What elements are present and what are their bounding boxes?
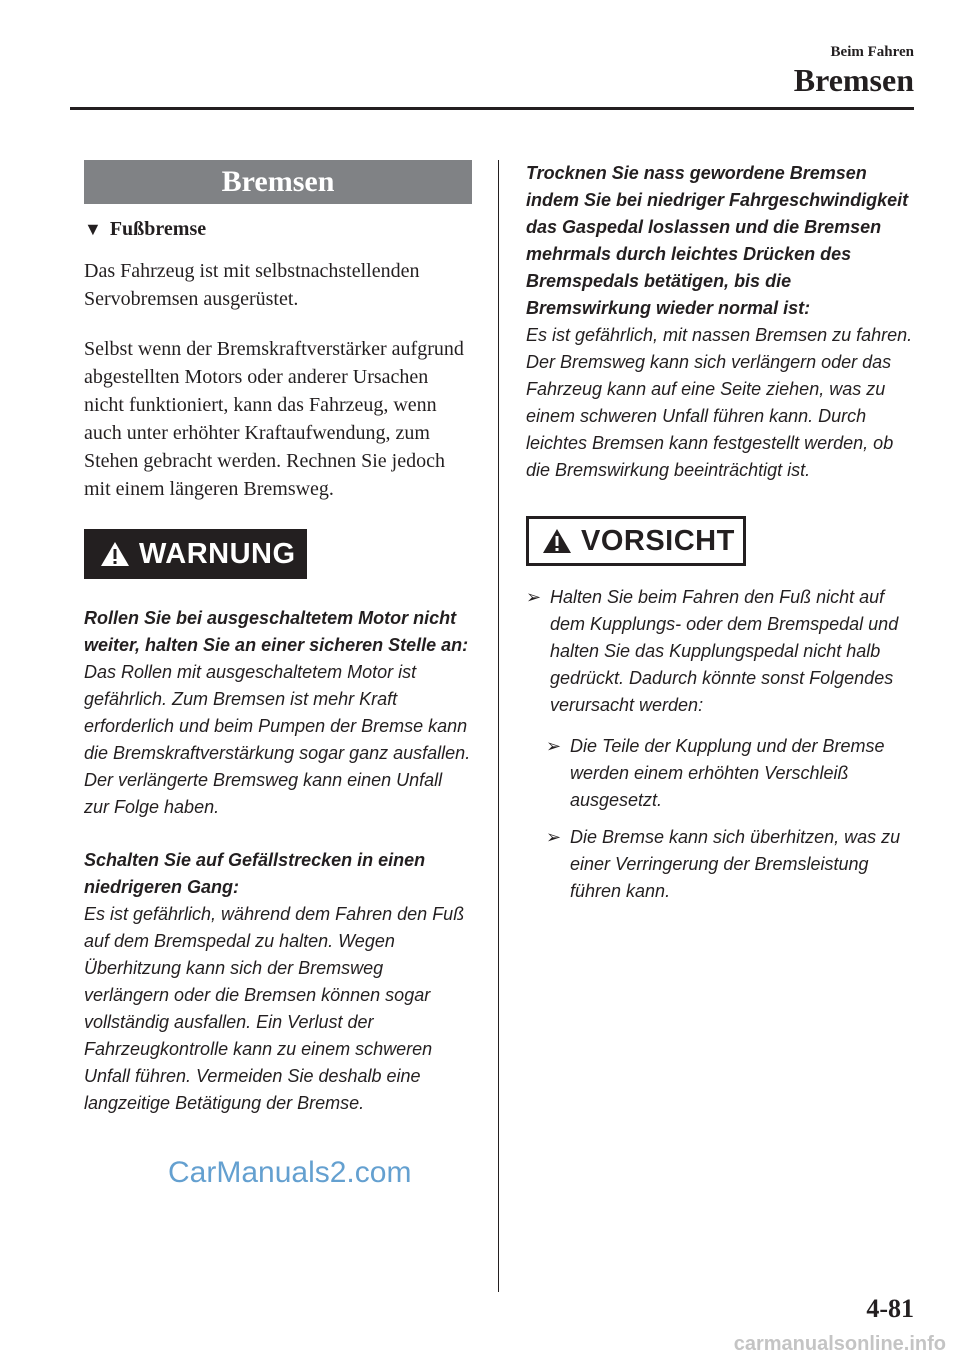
caution-label: VORSICHT bbox=[581, 524, 735, 557]
section-band-title: Bremsen bbox=[221, 165, 335, 198]
header-rule bbox=[70, 107, 914, 110]
caution-box bbox=[526, 516, 746, 566]
triangle-down-icon: ▼ bbox=[84, 219, 102, 239]
warning-triangle-icon bbox=[99, 540, 131, 568]
watermark: CarManuals2.com bbox=[168, 1156, 412, 1189]
caution-sub-bullet-text: Die Teile der Kupplung und der Bremse werden einem erhöhten Verschleiß ausgesetzt. bbox=[570, 736, 885, 810]
column-divider bbox=[498, 160, 499, 1292]
warning-box bbox=[84, 529, 307, 579]
warning-item-title: Rollen Sie bei ausgeschaltetem Motor nicht weiter, halten Sie an einer sicheren Stelle an: bbox=[84, 608, 469, 655]
section-band bbox=[84, 160, 472, 204]
subheading bbox=[84, 218, 472, 241]
warning-triangle-icon bbox=[541, 527, 573, 555]
paragraph: Das Fahrzeug ist mit selbstnachstellenden Servobremsen ausgerüstet. bbox=[84, 260, 420, 310]
left-column bbox=[84, 160, 472, 1117]
warning-item-title: Trocknen Sie nass gewordene Bremsen indem Sie bei niedriger Fahrgeschwindigkeit das Gaspedal loslassen und die Bremsen mehrmals durch leichtes Drücken des Bremspedals betätigen, bis die Bremswirkung wieder normal ist: bbox=[526, 163, 909, 318]
warning-item bbox=[84, 605, 472, 821]
arrow-right-icon: ➢ bbox=[546, 736, 562, 756]
caution-sub-bullet bbox=[546, 824, 918, 905]
subheading-text: Fußbremse bbox=[109, 218, 207, 240]
header-section-title: Bremsen bbox=[793, 62, 914, 98]
warning-item-text: Es ist gefährlich, mit nassen Bremsen zu fahren. Der Bremsweg kann sich verlängern oder das Fahrzeug kann auf eine Seite ziehen, was zu einem schweren Unfall führen kann. Durch leichtes Bremsen kann festgestellt werden, ob die Bremswirkung beeinträchtigt ist. bbox=[526, 325, 913, 480]
warning-item-text: Das Rollen mit ausgeschaltetem Motor ist gefährlich. Zum Bremsen ist mehr Kraft erforderlich und beim Pumpen der Bremse kann die Bremskraftverstärkung sogar ganz ausfallen. Der verlängerte Bremsweg kann einen Unfall zur Folge haben. bbox=[84, 662, 471, 817]
caution-bullet-text: Halten Sie beim Fahren den Fuß nicht auf dem Kupplungs- oder dem Bremspedal und halten Sie das Kupplungspedal nicht halb gedrückt. Dadurch könnte sonst Folgendes verursacht werden: bbox=[550, 587, 899, 715]
arrow-right-icon: ➢ bbox=[526, 587, 542, 607]
warning-label: WARNUNG bbox=[139, 537, 296, 570]
warning-item bbox=[526, 160, 918, 484]
page-number: 4-81 bbox=[866, 1294, 914, 1323]
caution-sub-bullet-text: Die Bremse kann sich überhitzen, was zu einer Verringerung der Bremsleistung führen kann. bbox=[570, 827, 901, 901]
right-column bbox=[526, 160, 918, 905]
caution-bullet bbox=[526, 584, 918, 719]
header-chapter: Beim Fahren bbox=[830, 44, 914, 60]
warning-item bbox=[84, 847, 472, 1117]
paragraph: Selbst wenn der Bremskraftverstärker aufgrund abgestellten Motors oder anderer Ursachen nicht funktioniert, kann das Fahrzeug, wenn auch unter erhöhter Kraftaufwendung, zum Stehen gebracht werden. Rechnen Sie jedoch mit einem längeren Bremsweg. bbox=[84, 338, 464, 500]
arrow-right-icon: ➢ bbox=[546, 827, 562, 847]
warning-item-text: Es ist gefährlich, während dem Fahren den Fuß auf dem Bremspedal zu halten. Wegen Überhitzung kann sich der Bremsweg verlängern oder die Bremsen können sogar vollständig ausfallen. Ein Verlust der Fahrzeugkontrolle kann zu einem schweren Unfall führen. Vermeiden Sie deshalb eine langzeitige Betätigung der Bremse. bbox=[84, 904, 465, 1113]
warning-item-title: Schalten Sie auf Gefällstrecken in einen niedrigeren Gang: bbox=[84, 850, 426, 897]
site-watermark: carmanualsonline.info bbox=[733, 1333, 946, 1355]
caution-sub-bullet bbox=[546, 733, 918, 814]
